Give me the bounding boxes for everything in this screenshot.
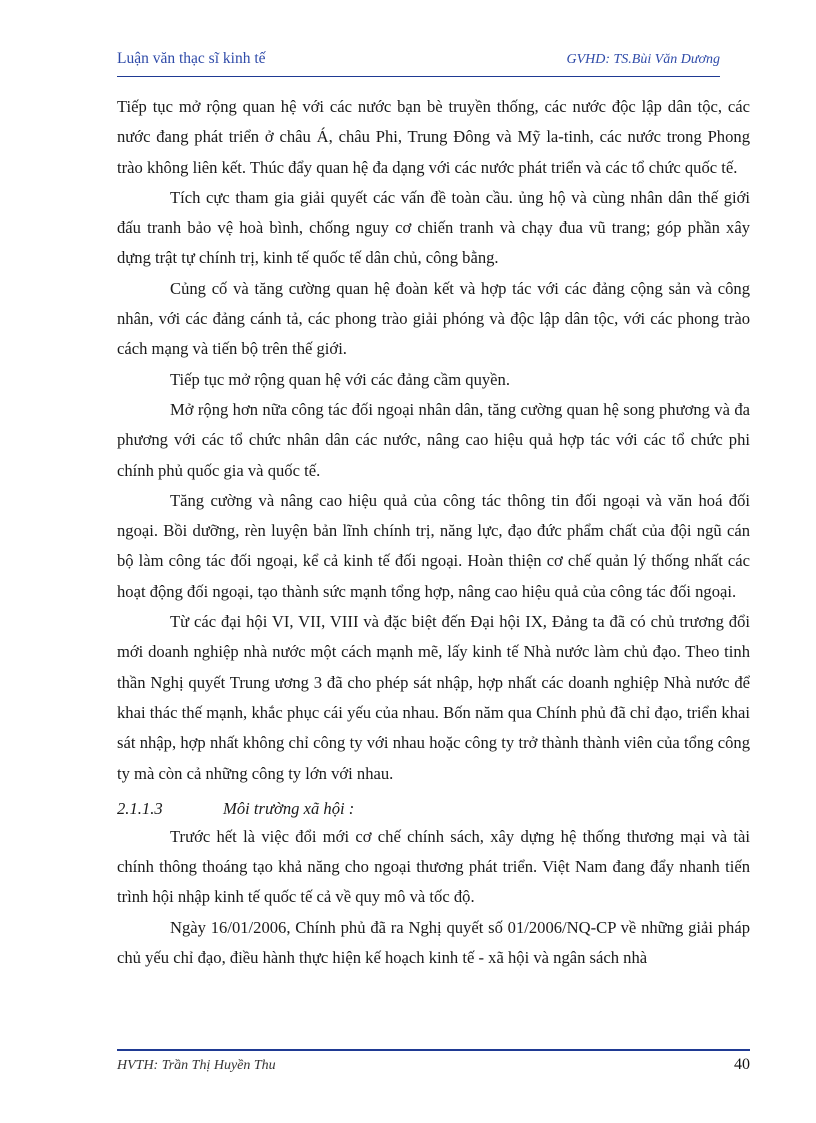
paragraph: Từ các đại hội VI, VII, VIII và đặc biệt đến Đại hội IX, Đảng ta đã có chủ trương đổi mới doanh nghiệp nhà nước một cách mạnh mẽ, lấy kinh tế Nhà nước làm chủ đạo. Theo tinh thần Nghị quyết Trung ương 3 đã cho phép sát nhập, hợp nhất các doanh nghiệp Nhà nước để khai thác thế mạnh, khắc phục cái yếu của nhau. Bốn năm qua Chính phủ đã chỉ đạo, triển khai sát nhập, hợp nhất không chỉ công ty với nhau hoặc công ty trở thành thành viên của tổng công ty mà còn cả những công ty lớn với nhau. [117,612,750,783]
header-divider [117,76,720,77]
page-number: 40 [734,1056,750,1073]
footer-author: HVTH: Trần Thị Huyền Thu [117,1058,276,1073]
paragraph: Ngày 16/01/2006, Chính phủ đã ra Nghị quyết số 01/2006/NQ-CP về những giải pháp chủ yếu chỉ đạo, điều hành thực hiện kế hoạch kinh tế - xã hội và ngân sách nhà [117,917,750,968]
section-heading [117,795,750,822]
page-header-advisor: GVHD: TS.Bùi Văn Dương [566,52,720,67]
footer-divider [117,1049,750,1051]
section-title: Môi trường xã hội : [223,798,355,818]
page-body [117,92,750,973]
paragraph: Mở rộng hơn nữa công tác đối ngoại nhân dân, tăng cường quan hệ song phương và đa phương với các tổ chức nhân dân các nước, nâng cao hiệu quả hợp tác với các tổ chức phi chính phủ quốc gia và quốc tế. [117,399,750,480]
section-number: 2.1.1.3 [117,798,163,818]
paragraph: Tăng cường và nâng cao hiệu quả của công tác thông tin đối ngoại và văn hoá đối ngoại. Bồi dưỡng, rèn luyện bản lĩnh chính trị, năng lực, đạo đức phẩm chất của đội ngũ cán bộ làm công tác đối ngoại, kể cả kinh tế đối ngoại. Hoàn thiện cơ chế quản lý thống nhất các hoạt động đối ngoại, tạo thành sức mạnh tổng hợp, nâng cao hiệu quả của công tác đối ngoại. [117,490,750,601]
paragraph: Tiếp tục mở rộng quan hệ với các đảng cầm quyền. [170,369,510,389]
paragraph: Củng cố và tăng cường quan hệ đoàn kết và hợp tác với các đảng cộng sản và công nhân, với các đảng cánh tả, các phong trào giải phóng và độc lập dân tộc, với các phong trào cách mạng và tiến bộ trên thế giới. [117,278,750,359]
paragraph: Tích cực tham gia giải quyết các vấn đề toàn cầu. ủng hộ và cùng nhân dân thế giới đấu tranh bảo vệ hoà bình, chống nguy cơ chiến tranh và chạy đua vũ trang; góp phần xây dựng trật tự chính trị, kinh tế quốc tế dân chủ, công bằng. [117,187,750,268]
paragraph: Trước hết là việc đổi mới cơ chế chính sách, xây dựng hệ thống thương mại và tài chính thông thoáng tạo khả năng cho ngoại thương phát triển. Việt Nam đang đẩy nhanh tiến trình hội nhập kinh tế quốc tế cả về quy mô và tốc độ. [117,826,750,907]
paragraph: Tiếp tục mở rộng quan hệ với các nước bạn bè truyền thống, các nước độc lập dân tộc, các nước đang phát triển ở châu Á, châu Phi, Trung Đông và Mỹ la-tinh, các nước trong Phong trào không liên kết. Thúc đẩy quan hệ đa dạng với các nước phát triển và các tổ chức quốc tế. [117,97,750,177]
page-header-title: Luận văn thạc sĩ kinh tế [117,50,266,67]
